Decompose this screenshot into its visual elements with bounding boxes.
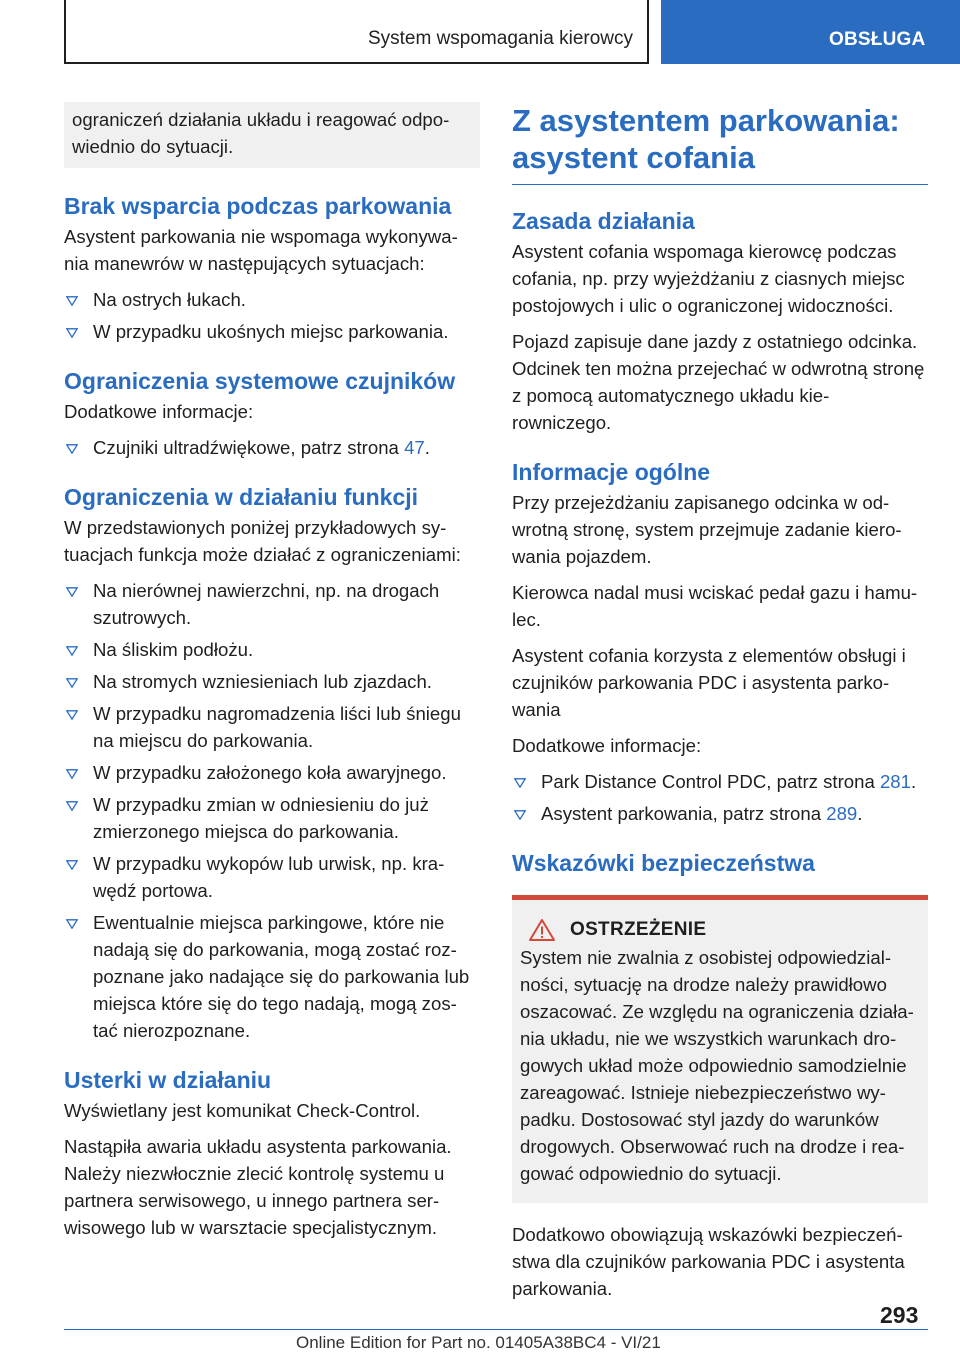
continued-note-text: ograniczeń działania układu i reagować odpo-wiednio do sytuacji. [72,109,450,157]
triangle-bullet-icon [66,860,78,870]
heading-principle: Zasada działania [512,208,695,234]
warning-text: System nie zwalnia z osobistej odpowiedzial-ności, sytuację na drodze należy prawidłowo oszacować. Ze względu na ograniczenia działa-nia układu, nie we wszystkich warunkach dro-gowych układ może odpowiednio samodzielnie zareagować. Istnieje niebezpieczeństwo wy-padku. Dostosować styl jazdy do warunków drogowych. Obserwować ruch na drodze i rea-gować odpowiednio do sytuacji. [520,947,914,1184]
list-item: Czujniki ultradźwiękowe, patrz strona 47. [64,434,480,461]
triangle-bullet-icon [66,769,78,779]
list-item: Na nierównej nawierzchni, np. na drogach szutrowych. [64,577,480,631]
right-column [512,102,928,1311]
footer-edition: Online Edition for Part no. 01405A38BC4 - VI/21 [296,1333,661,1352]
paragraph: Asystent cofania korzysta z elementów obsługi i czujników parkowania PDC i asystenta parko-wania [512,645,906,720]
warning-box [512,895,928,1203]
header-section-box [64,0,649,64]
warning-title: OSTRZEŻENIE [570,919,707,940]
list-item: Asystent parkowania, patrz strona 289. [512,800,928,827]
heading-no-parking-support: Brak wsparcia podczas parkowania [64,193,452,219]
page-number: 293 [880,1302,919,1328]
warning-triangle-icon [528,918,556,942]
paragraph: W przedstawionych poniżej przykładowych sy-tuacjach funkcja może działać z ograniczeniami: [64,517,461,565]
triangle-bullet-icon [66,646,78,656]
paragraph: Nastąpiła awaria układu asystenta parkowania. Należy niezwłocznie zlecić kontrolę systemu u partnera serwisowego, u innego partnera ser-wisowego lub w warsztacie specjalistycznym. [64,1136,452,1238]
page-link-47[interactable]: 47 [404,437,425,458]
triangle-bullet-icon [66,919,78,929]
list-item: W przypadku założonego koła awaryjnego. [64,759,480,786]
list-item: Ewentualnie miejsca parkingowe, które nie nadają się do parkowania, mogą zostać roz-poznane jako nadające się do parkowania lub miejsca które się do tego nadają, mogą zos-tać nierozpoznane. [64,909,480,1044]
heading-safety: Wskazówki bezpieczeństwa [512,850,815,876]
chapter-tab-label: OBSŁUGA [829,29,926,50]
triangle-bullet-icon [66,678,78,688]
bullet-list [64,286,480,345]
bullet-list [64,434,480,461]
paragraph: Dodatkowe informacje: [512,735,702,756]
list-item: Na śliskim podłożu. [64,636,480,663]
paragraph: Dodatkowo obowiązują wskazówki bezpieczeń-stwa dla czujników parkowania PDC i asystenta parkowania. [512,1224,905,1299]
paragraph: Pojazd zapisuje dane jazdy z ostatniego odcinka. Odcinek ten można przejechać w odwrotną stronę z pomocą automatycznego układu kie-rowniczego. [512,331,925,433]
triangle-bullet-icon [66,296,78,306]
heading-sensor-limits: Ograniczenia systemowe czujników [64,368,456,394]
page-link-281[interactable]: 281 [879,771,911,792]
list-item: W przypadku nagromadzenia liści lub śniegu na miejscu do parkowania. [64,700,480,754]
triangle-bullet-icon [66,710,78,720]
paragraph: Przy przejeżdżaniu zapisanego odcinka w od-wrotną stronę, system przejmuje zadanie kiero-wania pojazdem. [512,492,902,567]
paragraph: Kierowca nadal musi wciskać pedał gazu i hamu-lec. [512,582,918,630]
footer-divider [64,1329,928,1330]
warning-header [520,918,920,942]
heading-general-info: Informacje ogólne [512,459,711,485]
list-item: W przypadku ukośnych miejsc parkowania. [64,318,480,345]
list-item: Na stromych wzniesieniach lub zjazdach. [64,668,480,695]
paragraph: Dodatkowe informacje: [64,401,254,422]
section-title: System wspomagania kierowcy [367,28,633,49]
heading-malfunction: Usterki w działaniu [64,1067,272,1093]
paragraph: Wyświetlany jest komunikat Check-Control. [64,1100,421,1121]
list-item: W przypadku zmian w odniesieniu do już zmierzonego miejsca do parkowania. [64,791,480,845]
triangle-bullet-icon [66,801,78,811]
continued-note-box [64,102,480,168]
triangle-bullet-icon [514,810,526,820]
chapter-heading: Z asystentem parkowania: asystent cofania [512,102,928,185]
triangle-bullet-icon [514,778,526,788]
bullet-list [512,768,928,827]
heading-function-limits: Ograniczenia w działaniu funkcji [64,484,419,510]
list-item: Park Distance Control PDC, patrz strona 281. [512,768,928,795]
paragraph: Asystent cofania wspomaga kierowcę podczas cofania, np. przy wyjeżdżaniu z ciasnych miejsc postojowych i ulic o ograniczonej widoczności. [512,241,905,316]
page-link-289[interactable]: 289 [826,803,858,824]
left-column [64,102,480,1250]
triangle-bullet-icon [66,587,78,597]
list-item: W przypadku wykopów lub urwisk, np. kra-wędź portowa. [64,850,480,904]
triangle-bullet-icon [66,328,78,338]
paragraph: Asystent parkowania nie wspomaga wykonywa-nia manewrów w następujących sytuacjach: [64,226,458,274]
list-item: Na ostrych łukach. [64,286,480,313]
bullet-list [64,577,480,1044]
triangle-bullet-icon [66,444,78,454]
